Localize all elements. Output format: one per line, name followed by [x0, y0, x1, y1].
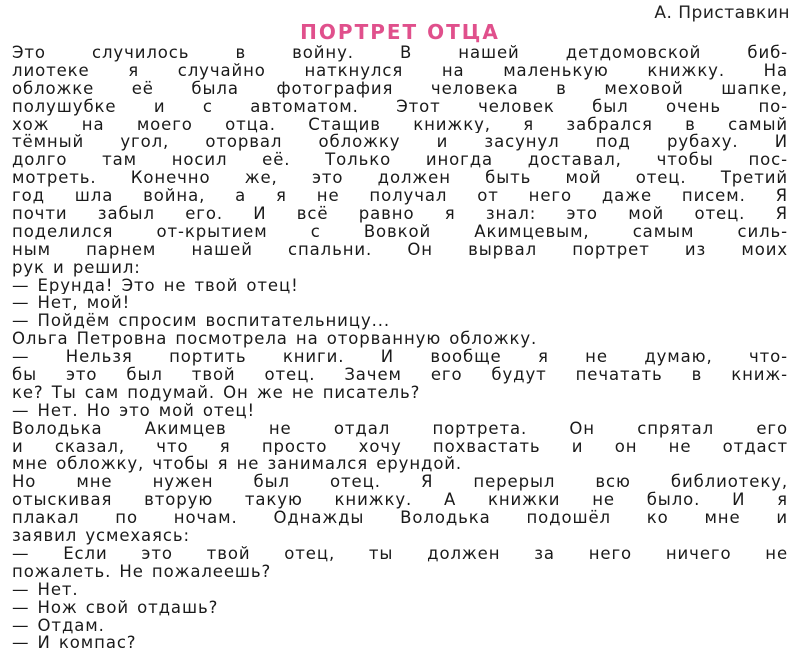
text-line: — Ерунда! Это не твой отец! [12, 276, 299, 295]
text-line: ке? Ты сам подумай. Он же не писатель? [12, 383, 421, 402]
text-line: почти забыл его. И всё равно я знал: это мой отец. Я [12, 205, 788, 223]
story-text [12, 44, 788, 652]
text-line: Это случилось в войну. В нашей детдомовской биб- [12, 44, 788, 62]
text-line: обложке её была фотография человека в меховой шапке, [12, 79, 788, 98]
text-line: бы это был твой отец. Зачем его будут печатать в книж- [12, 366, 788, 384]
text-line: — Отдам. [12, 616, 105, 635]
text-line: — Пойдём спросим воспитательницу... [12, 312, 391, 331]
text-line: отыскивая вторую такую книжку. А книжки не было. И я [12, 491, 788, 510]
page-title: ПОРТРЕТ ОТЦА [300, 20, 500, 44]
text-line: заявил усмехаясь: [12, 527, 190, 545]
text-line: Володька Акимцев не отдал портрета. Он спрятал его [12, 419, 788, 438]
text-line: — Нет. Но это мой отец! [12, 401, 256, 420]
text-line: — Нельзя портить книги. И вообще я не думаю, что- [12, 348, 788, 367]
text-line: полушубке и с автоматом. Этот человек был очень по- [12, 97, 788, 116]
text-line: тёмный угол, оторвал обложку и засунул под рубаху. И [12, 133, 788, 152]
text-line: Но мне нужен был отец. Я перерыл всю библиотеку, [12, 473, 788, 492]
text-line: рук и решил: [12, 258, 141, 277]
text-line: ным парнем нашей спальни. Он вырвал портрет из моих [12, 240, 788, 259]
text-line: — Нет. [12, 580, 79, 599]
text-line: долго там носил её. Только иногда доставал, чтобы пос- [12, 151, 788, 170]
text-line: плакал по ночам. Однажды Володька подошёл ко мне и [12, 509, 788, 528]
text-line: хож на моего отца. Стащив книжку, я забрался в самый [12, 115, 788, 134]
text-line: лиотеке я случайно наткнулся на маленькую книжку. На [12, 61, 788, 80]
text-line: и сказал, что я просто хочу похвастать и он не отдаст [12, 437, 788, 456]
text-line: поделился от-крытием с Вовкой Акимцевым, самым силь- [12, 222, 788, 241]
text-line: — Нет, мой! [12, 294, 131, 313]
text-line: год шла война, а я не получал от него даже писем. Я [12, 187, 788, 206]
author-name: А. Приставкин [654, 3, 790, 23]
text-line: мотреть. Конечно же, это должен быть мой отец. Третий [12, 169, 788, 188]
text-line: Ольга Петровна посмотрела на оторванную обложку. [12, 330, 538, 349]
text-line: пожалеть. Не пожалеешь? [12, 562, 272, 581]
text-line: — И компас? [12, 634, 137, 652]
text-line: — Нож свой отдашь? [12, 598, 219, 617]
text-line: — Если это твой отец, ты должен за него ничего не [12, 544, 788, 563]
text-line: мне обложку, чтобы я не занимался ерундой. [12, 455, 463, 474]
